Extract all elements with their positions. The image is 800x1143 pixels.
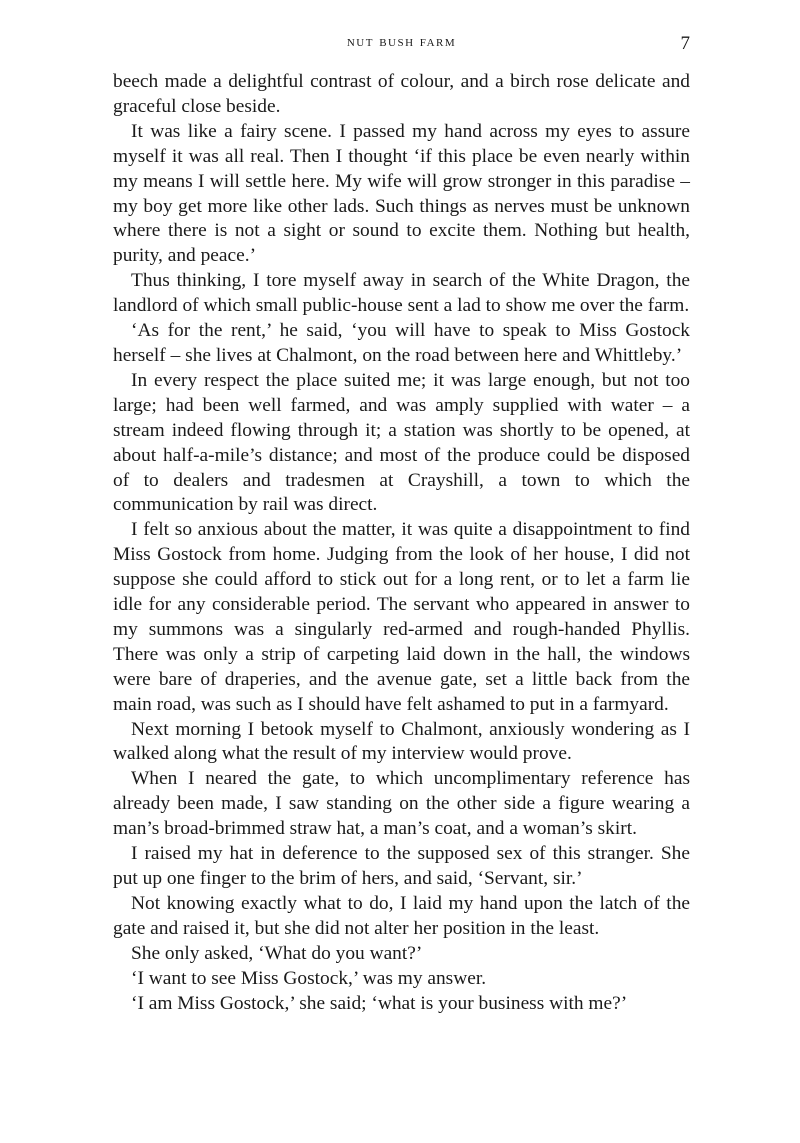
paragraph: ‘As for the rent,’ he said, ‘you will have to speak to Miss Gostock herself – she lives at Chalmont, on the road between here and Whittleby.’	[113, 320, 690, 366]
paragraph: Thus thinking, I tore myself away in search of the White Dragon, the landlord of which small public-house sent a lad to show me over the farm.	[113, 270, 690, 317]
running-head: nut bush farm	[346, 34, 457, 50]
page-number: 7	[680, 33, 690, 54]
page-header	[113, 34, 690, 58]
paragraph: She only asked, ‘What do you want?’	[131, 942, 423, 964]
paragraph: ‘I am Miss Gostock,’ she said; ‘what is your business with me?’	[131, 992, 628, 1014]
paragraph: Not knowing exactly what to do, I laid my hand upon the latch of the gate and raised it, but she did not alter her position in the least.	[113, 892, 690, 939]
paragraph: ‘I want to see Miss Gostock,’ was my answer.	[131, 967, 487, 989]
body-text	[113, 70, 690, 1016]
paragraph: It was like a fairy scene. I passed my hand across my eyes to assure myself it was all real. Then I thought ‘if this place be even nearly within my means I will settle here. My wife will grow stronger in this paradise – my boy get more like other lads. Such things as nerves must be unknown where there is not a sight or sound to excite them. Nothing but health, purity, and peace.’	[113, 120, 690, 267]
paragraph: In every respect the place suited me; it was large enough, but not too large; had been well farmed, and was amply supplied with water – a stream indeed flowing through it; a station was shortly to be opened, at about half-a-mile’s distance; and most of the produce could be disposed of to dealers and tradesmen at Crayshill, a town to which the communication by rail was direct.	[113, 369, 690, 516]
paragraph: When I neared the gate, to which uncomplimentary reference has already been made, I saw standing on the other side a figure wearing a man’s broad-brimmed straw hat, a man’s coat, and a woman’s skirt.	[113, 768, 690, 840]
paragraph: beech made a delightful contrast of colour, and a birch rose delicate and graceful close beside.	[113, 71, 690, 117]
paragraph: I raised my hat in deference to the supposed sex of this stranger. She put up one finger to the brim of hers, and said, ‘Servant, sir.’	[113, 843, 690, 889]
paragraph: I felt so anxious about the matter, it was quite a disappointment to find Miss Gostock from home. Judging from the look of her house, I did not suppose she could afford to stick out for a long rent, or to let a farm lie idle for any considerable period. The servant who appeared in answer to my summons was a singularly red-armed and rough-handed Phyllis. There was only a strip of carpeting laid down in the hall, the windows were bare of draperies, and the avenue gate, set a little back from the main road, was such as I should have felt ashamed to put in a farmyard.	[113, 519, 690, 715]
paragraph: Next morning I betook myself to Chalmont, anxiously wondering as I walked along what the result of my interview would prove.	[113, 718, 690, 765]
